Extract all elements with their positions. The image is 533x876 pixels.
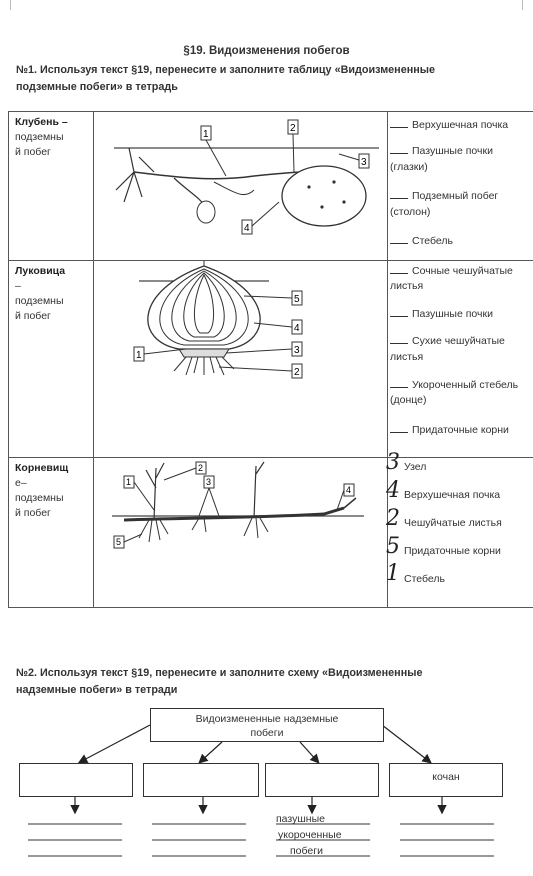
callout-label: 3 — [294, 345, 300, 356]
scheme-answer-line-3: побеги — [290, 845, 323, 857]
answer-text: Стебель — [412, 235, 453, 247]
underground-shoots-table — [8, 111, 533, 608]
scheme-root-label: Видоизмененные надземные — [195, 713, 339, 725]
task1-line1: №1. Используя текст §19, перенесите и заполните таблицу «Видоизмененные — [16, 64, 435, 76]
scheme-box-1 — [19, 763, 133, 797]
rhizome-answers — [386, 450, 533, 608]
row-header-rhizome — [9, 458, 94, 608]
handwritten-number: 5 — [386, 534, 400, 559]
row-subtitle: подземны — [15, 131, 64, 143]
row-subtitle: й побег — [15, 310, 51, 322]
callout-label: 1 — [126, 477, 132, 487]
section-heading: §19. Видоизменения побегов — [183, 45, 350, 57]
corner-mark-tr — [522, 0, 533, 10]
callout-label: 4 — [244, 223, 250, 234]
scheme-answer-line-1: пазушные — [276, 813, 325, 825]
row-subtitle: подземны — [15, 492, 64, 504]
callout-label: 4 — [294, 323, 300, 334]
scheme-root-box — [150, 708, 384, 742]
task2-line2: надземные побеги» в тетради — [16, 684, 178, 696]
handwritten-number: 4 — [386, 478, 400, 503]
row-subtitle: – — [15, 280, 21, 292]
task2-line1: №2. Используя текст §19, перенесите и заполните схему «Видоизмененные — [16, 667, 423, 679]
callout-label: 3 — [361, 157, 367, 168]
scheme-box-3 — [265, 763, 379, 797]
tuber-illustration — [94, 112, 387, 257]
rhizome-illustration — [94, 458, 387, 604]
table-row — [9, 112, 533, 261]
callout-label: 1 — [203, 129, 209, 140]
scheme-answer-line-2: укороченные — [278, 829, 342, 841]
answer-text: Укороченный стебель — [412, 379, 519, 391]
bulb-answers — [388, 261, 533, 458]
callout-label: 4 — [346, 485, 352, 495]
answer-text: Узел — [404, 461, 427, 473]
scheme-root-label-2: побеги — [250, 727, 284, 739]
callout-label: 3 — [206, 477, 212, 487]
handwritten-number: 2 — [386, 506, 400, 531]
row-header-tuber — [9, 112, 94, 261]
answer-text: (донце) — [390, 394, 427, 406]
answer-text: Сочные чешуйчатые — [412, 265, 513, 277]
row-subtitle: й побег — [15, 507, 51, 519]
row-subtitle: й побег — [15, 146, 51, 158]
callout-label: 2 — [198, 463, 204, 473]
scheme-box-4 — [389, 763, 503, 797]
answer-text: (столон) — [390, 206, 431, 218]
tuber-illustration-cell — [94, 112, 388, 261]
corner-mark-tl — [0, 0, 11, 10]
answer-text: Придаточные корни — [404, 545, 501, 557]
scheme-box-2 — [143, 763, 259, 797]
handwritten-number: 3 — [386, 450, 400, 475]
answer-text: листья — [390, 280, 424, 292]
row-header-bulb — [9, 261, 94, 458]
answer-text: (глазки) — [390, 161, 428, 173]
callout-label: 5 — [294, 294, 300, 305]
answer-text: Придаточные корни — [412, 424, 509, 436]
rhizome-illustration-cell — [94, 458, 388, 608]
answer-text: Пазушные почки — [412, 308, 493, 320]
row-title: Луковица — [15, 265, 66, 277]
row-subtitle: подземны — [15, 295, 64, 307]
callout-label: 1 — [136, 350, 142, 361]
handwritten-number: 1 — [386, 561, 400, 586]
task1-line2: подземные побеги» в тетрадь — [16, 81, 178, 93]
answer-text: Верхушечная почка — [404, 489, 501, 501]
tuber-answers — [388, 112, 533, 261]
answer-text: листья — [390, 351, 424, 363]
bulb-illustration — [94, 261, 387, 454]
answer-text: Стебель — [404, 573, 445, 585]
answer-text: Верхушечная почка — [412, 119, 509, 131]
callout-label: 5 — [116, 537, 122, 547]
bulb-illustration-cell — [94, 261, 388, 458]
scheme-box-label: кочан — [432, 771, 460, 783]
answer-text: Подземный побег — [412, 190, 499, 202]
row-subtitle: е– — [15, 477, 27, 489]
table-row — [9, 458, 533, 608]
answer-text: Чешуйчатые листья — [404, 517, 502, 529]
callout-label: 2 — [290, 123, 296, 134]
answer-text: Сухие чешуйчатые — [412, 335, 505, 347]
row-title: Корневищ — [15, 462, 69, 474]
row-title: Клубень – — [15, 116, 68, 128]
answer-text: Пазушные почки — [412, 145, 493, 157]
table-row — [9, 261, 533, 458]
callout-label: 2 — [294, 367, 300, 378]
